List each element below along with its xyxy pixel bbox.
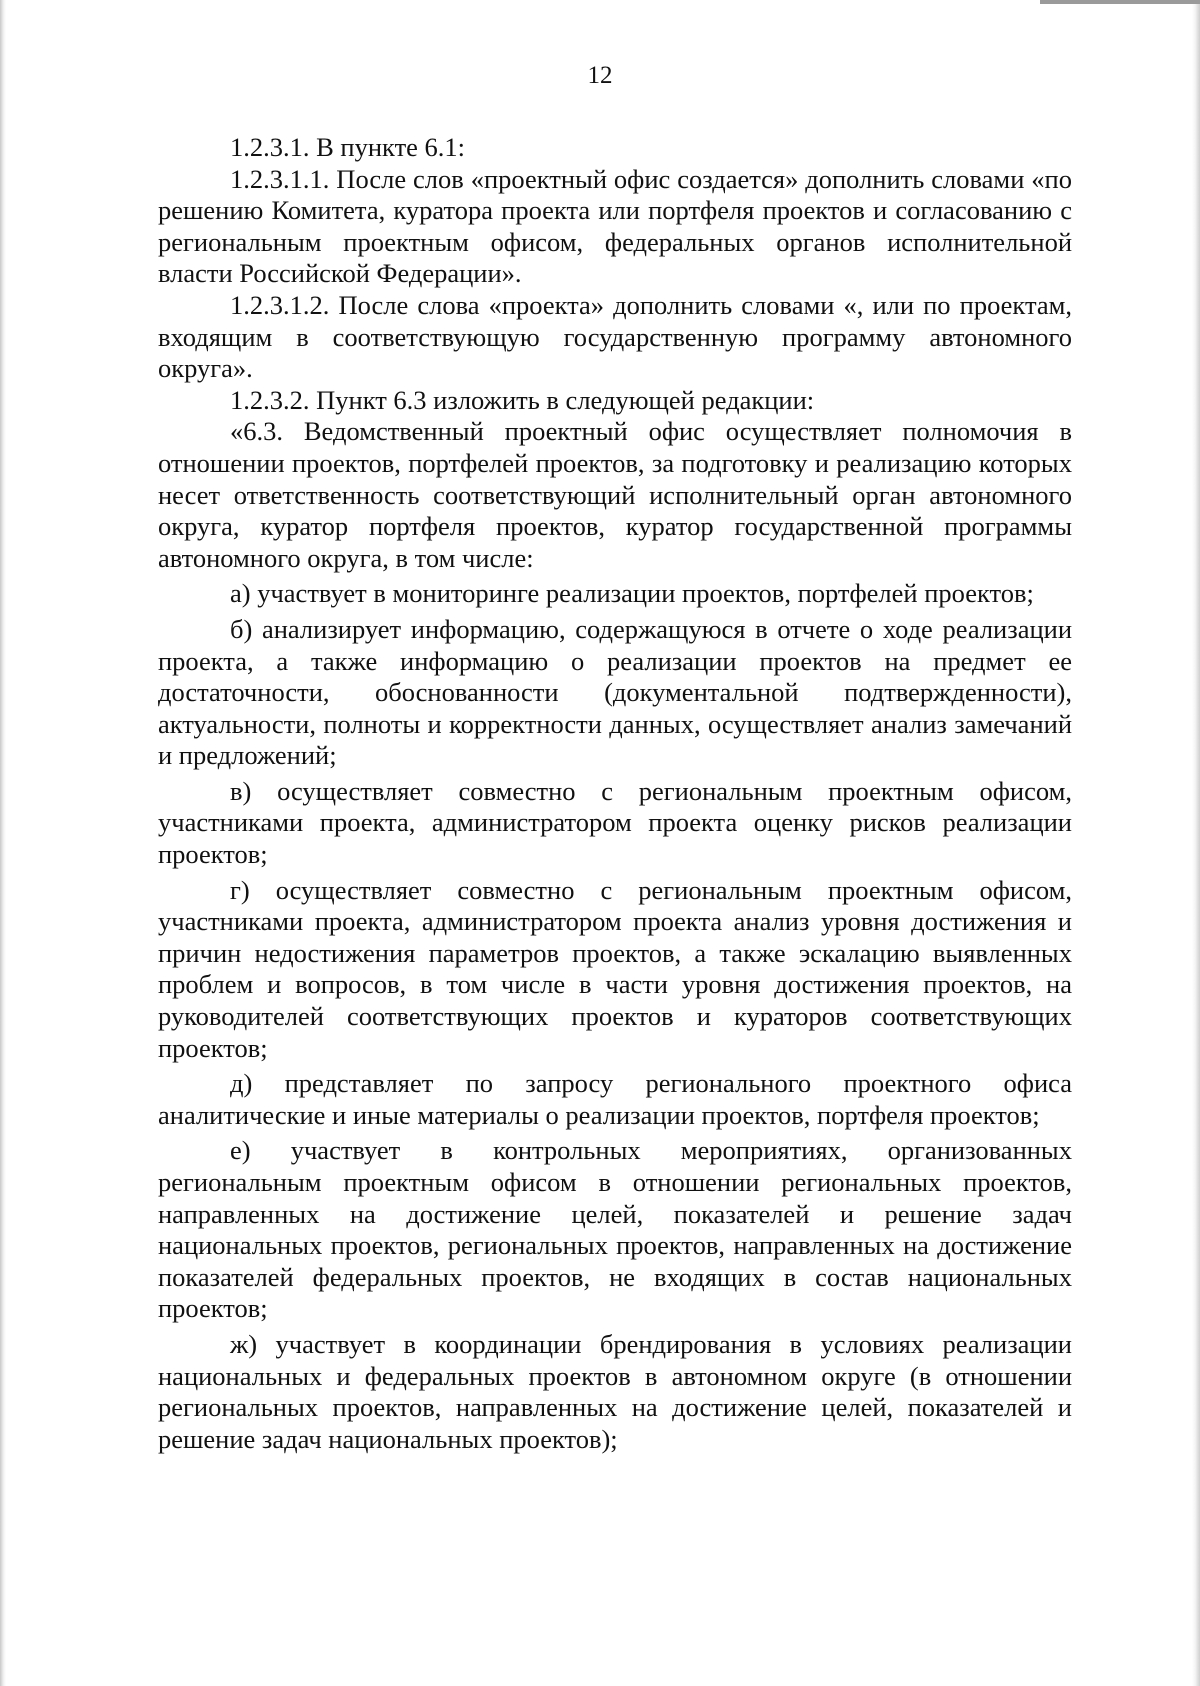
paragraph-1-2-3-1-2: 1.2.3.1.2. После слова «проекта» дополнить словами «, или по проектам, входящим в соответствующую государственную программу автономного округа».	[158, 289, 1072, 384]
paragraph-1-2-3-1: 1.2.3.1. В пункте 6.1:	[230, 132, 466, 162]
list-item-e: е) участвует в контрольных мероприятиях, организованных региональным проектным офисом в отношении региональных проектов, направленных на достижение целей, показателей и решение задач национальных проектов, региональных проектов, направленных на достижение показателей федеральных проектов, не входящих в состав национальных проектов;	[158, 1135, 1072, 1324]
paragraph-1-2-3-2: 1.2.3.2. Пункт 6.3 изложить в следующей редакции:	[230, 384, 815, 415]
list-item-v: в) осуществляет совместно с региональным проектным офисом, участниками проекта, администратором проекта оценку рисков реализации проектов;	[158, 775, 1072, 870]
paragraph-6-3: «6.3. Ведомственный проектный офис осуществляет полномочия в отношении проектов, портфелей проектов, за подготовку и реализацию которых несет ответственность соответствующий исполнительный орган автономного округа, куратор портфеля проектов, куратор государственной программы автономного округа, в том числе:	[158, 416, 1072, 573]
page-number: 12	[587, 62, 613, 89]
scan-edge-right	[1192, 0, 1200, 1686]
scan-edge-left	[0, 0, 6, 1686]
list-item-a: а) участвует в мониторинге реализации проектов, портфелей проектов;	[230, 578, 1034, 609]
list-item-d: д) представляет по запросу регионального проектного офиса аналитические и иные материалы о реализации проектов, портфеля проектов;	[158, 1068, 1072, 1130]
paragraph-1-2-3-1-1: 1.2.3.1.1. После слов «проектный офис создается» дополнить словами «по решению Комитета, куратора проекта или портфеля проектов и согласованию с региональным проектным офисом, федеральных органов исполнительной власти Российской Федерации».	[158, 163, 1072, 289]
list-item-g: г) осуществляет совместно с региональным проектным офисом, участниками проекта, администратором проекта анализ уровня достижения и причин недостижения параметров проектов, а также эскалацию выявленных проблем и вопросов, в том числе в части уровня достижения проектов, на руководителей соответствующих проектов и кураторов соответствующих проектов;	[158, 874, 1072, 1063]
scan-edge-top	[1040, 0, 1200, 4]
list-item-b: б) анализирует информацию, содержащуюся в отчете о ходе реализации проекта, а также информацию о реализации проектов на предмет ее достаточности, обоснованности (документальной подтвержденности), актуальности, полноты и корректности данных, осуществляет анализ замечаний и предложений;	[158, 613, 1072, 771]
list-item-zh: ж) участвует в координации брендирования в условиях реализации национальных и федеральных проектов в автономном округе (в отношении региональных проектов, направленных на достижение целей, показателей и решение задач национальных проектов);	[158, 1328, 1072, 1454]
document-body	[158, 132, 1072, 1455]
